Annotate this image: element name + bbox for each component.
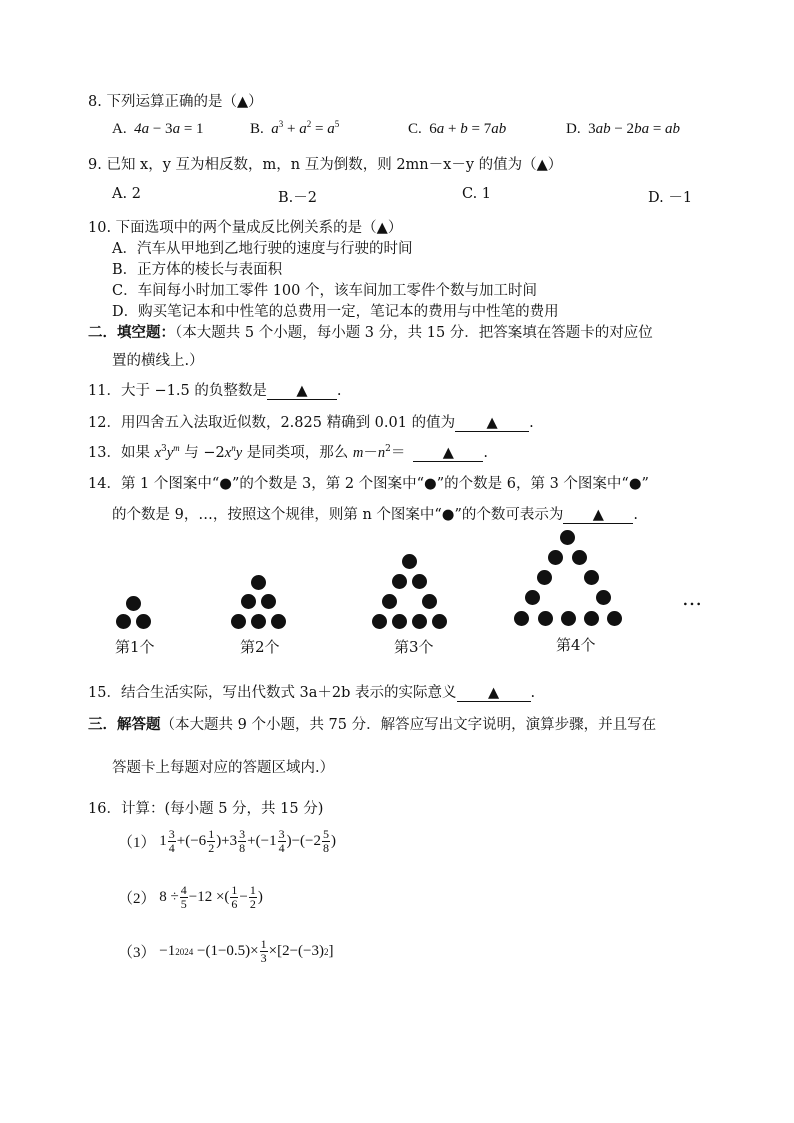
q14-line1: 14．第 1 个图案中“●”的个数是 3，第 2 个图案中“●”的个数是 6，第 3 个图案中“●” — [88, 476, 649, 492]
dot — [584, 611, 599, 626]
section3-heading — [88, 713, 656, 734]
dot — [412, 614, 427, 629]
dot — [251, 575, 266, 590]
section2-desc-cont: 置的横线上.） — [112, 353, 204, 369]
q12: 12．用四舍五入法取近似数，2.825 精确到 0.01 的值为 ▲ . — [88, 415, 534, 431]
dot — [402, 554, 417, 569]
dot — [560, 530, 575, 545]
q16-stem: 16．计算：(每小题 5 分，共 15 分) — [88, 801, 324, 817]
q9-option-c: C. 1 — [462, 186, 492, 202]
dot — [231, 614, 246, 629]
q16-part-1: （1） 1 $\frac{3}{4}$ +(−6 $\frac{1}{2}$ )+3 $\frac{3}{8}$ +(−1 $\frac{3}{4}$ )−(−2 $\frac{5}{8}$ ) — [118, 827, 336, 856]
q10-option-a: A．汽车从甲地到乙地行驶的速度与行驶的时间 — [112, 241, 413, 257]
figure-3-label: 第3个 — [394, 638, 434, 656]
dot — [271, 614, 286, 629]
section3-desc: （本大题共 9 个小题，共 75 分．解答应写出文字说明，演算步骤，并且写在 — [160, 717, 657, 733]
dot — [116, 614, 131, 629]
dot — [422, 594, 437, 609]
dot — [538, 611, 553, 626]
section2-desc: （本大题共 5 个小题，每小题 3 分，共 15 分．把答案填在答题卡的对应位 — [175, 325, 653, 341]
dot — [537, 570, 552, 585]
dot — [372, 614, 387, 629]
dot — [136, 614, 151, 629]
q13-answer-blank[interactable]: ▲ — [413, 445, 483, 462]
figure-4-label: 第4个 — [556, 636, 596, 654]
dot — [548, 550, 563, 565]
q8-option-d: D. 3ab − 2ba = ab — [566, 121, 681, 137]
section3-title: 三．解答题 — [88, 716, 161, 733]
q8-stem: 8. 下列运算正确的是（▲） — [88, 94, 263, 110]
dot — [412, 574, 427, 589]
q11: 11．大于 −1.5 的负整数是 ▲ . — [88, 383, 342, 399]
dot — [514, 611, 529, 626]
q14-answer-blank[interactable]: ▲ — [563, 507, 633, 524]
q10-option-b: B．正方体的棱长与表面积 — [112, 262, 283, 278]
dot — [525, 590, 540, 605]
figure-ellipsis: … — [682, 586, 702, 610]
dot — [251, 614, 266, 629]
dot — [596, 590, 611, 605]
q11-answer-blank[interactable]: ▲ — [267, 383, 337, 400]
q16-part-2: （2） 8 ÷ $\frac{4}{5}$ −12 ×( $\frac{1}{6}$ − $\frac{1}{2}$ ) — [118, 883, 263, 912]
dot — [561, 611, 576, 626]
figure-1-label: 第1个 — [115, 638, 155, 656]
dot — [607, 611, 622, 626]
q13: 13．如果 $x^3y^m$ 与 $-2x^ny$ 是同类项，那么 $m-n^2=$ ▲ . — [88, 443, 488, 461]
dot — [432, 614, 447, 629]
dot — [382, 594, 397, 609]
q10-option-d: D．购买笔记本和中性笔的总费用一定，笔记本的费用与中性笔的费用 — [112, 304, 559, 320]
q9-option-d: D. －1 — [648, 190, 693, 206]
q12-answer-blank[interactable]: ▲ — [455, 415, 529, 432]
dot — [261, 594, 276, 609]
q14-line2: 的个数是 9，…，按照这个规律，则第 n 个图案中“●”的个数可表示为 ▲ . — [112, 507, 638, 523]
q8-option-a: A. 4a − 3a = 1 — [112, 121, 204, 137]
q15-answer-blank[interactable]: ▲ — [457, 685, 531, 702]
dot — [572, 550, 587, 565]
section3-desc-cont: 答题卡上每题对应的答题区域内.） — [112, 760, 335, 776]
section2-title: 二．填空题： — [88, 324, 175, 341]
q8-option-b: B. $a^3 + a^2 = a^5$ — [250, 119, 340, 137]
dot — [392, 574, 407, 589]
dot — [241, 594, 256, 609]
q16-part-3: （3） −1 2024 −(1−0.5)× $\frac{1}{3}$ ×[2−(−3) 2 ] — [118, 937, 334, 966]
figure-2-label: 第2个 — [240, 638, 280, 656]
q9-stem: 9. 已知 x，y 互为相反数，m，n 互为倒数，则 2mn－x－y 的值为（▲） — [88, 157, 563, 173]
dot — [392, 614, 407, 629]
dot — [584, 570, 599, 585]
dot — [126, 596, 141, 611]
q10-option-c: C．车间每小时加工零件 100 个，该车间加工零件个数与加工时间 — [112, 283, 537, 299]
q9-option-b: B.－2 — [278, 190, 317, 206]
q9-option-a: A. 2 — [112, 186, 141, 202]
q8-option-c: C. 6a + b = 7ab — [408, 121, 507, 137]
q15: 15．结合生活实际，写出代数式 3a＋2b 表示的实际意义 ▲ . — [88, 685, 536, 701]
section2-heading — [88, 321, 653, 342]
q10-stem: 10. 下面选项中的两个量成反比例关系的是（▲） — [88, 220, 403, 236]
